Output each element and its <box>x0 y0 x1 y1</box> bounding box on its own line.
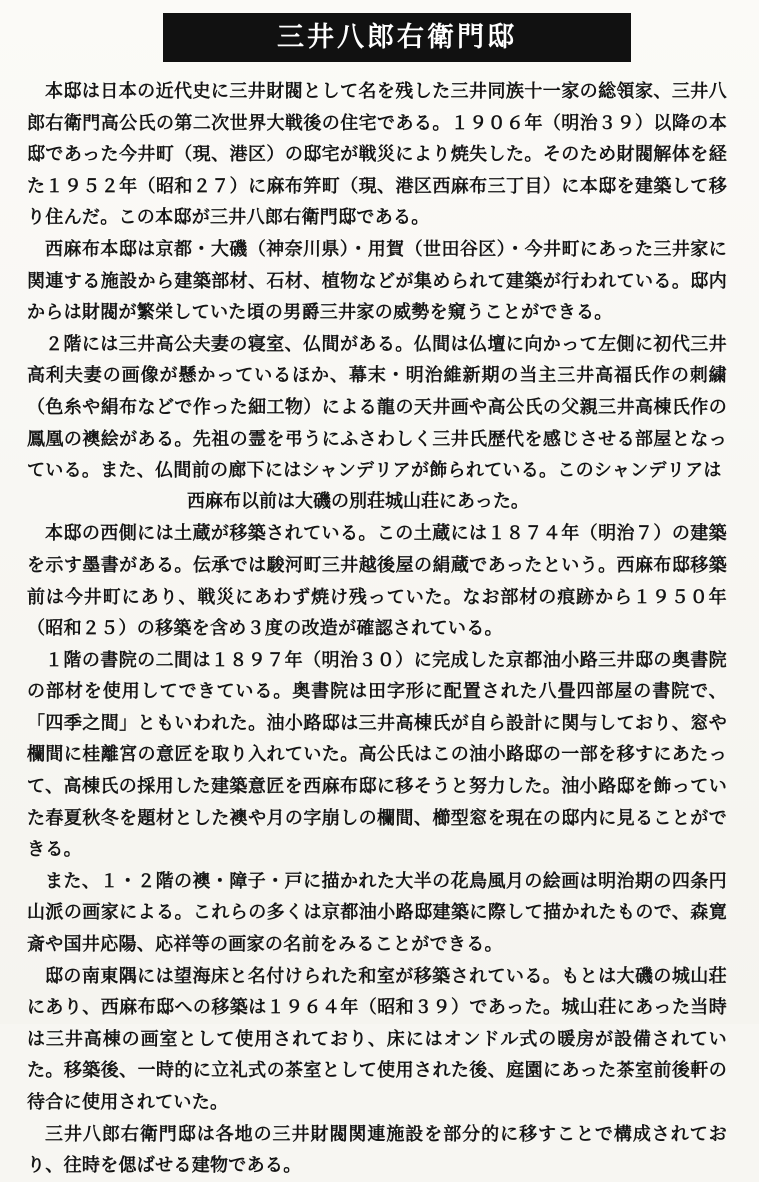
body-text <box>27 76 727 1182</box>
paragraph-storehouse: 本邸の西側には土蔵が移築されている。この土蔵には１８７４年（明治７）の建築を示す墨書がある。伝承では駿河町三井越後屋の絹蔵であったという。西麻布邸移築前は今井町にあり、戦災にあわず焼け残っていた。なお部材の痕跡から１９５０年（昭和２５）の移築を含め３度の改造が確認されている。 <box>27 523 727 640</box>
paragraph-boukaidoko: 邸の南東隅には望海床と名付けられた和室が移築されている。もとは大磯の城山荘にあり、西麻布邸への移築は１９６４年（昭和３９）であった。城山荘にあった当時は三井高棟の画室として使用されており、床にはオンドル式の暖房が設備されていた。移築後、一時的に立礼式の茶室として使用された後、庭園にあった茶室前後軒の待合に使用されていた。 <box>27 965 727 1113</box>
redacted-line <box>27 487 727 519</box>
page-title: 三井八郎右衛門邸 <box>277 22 517 53</box>
paragraph-summary: 三井八郎右衛門邸は各地の三井財閥関連施設を部分的に移すことで構成されており、往時を偲ばせる建物である。 <box>27 1123 727 1177</box>
paragraph-second-floor: ２階には三井高公夫妻の寝室、仏間がある。仏間は仏壇に向かって左側に初代三井高利夫妻の画像が懸かっているほか、幕末・明治維新期の当主三井高福氏作の刺繍（色糸や絹布などで作った細工物）による龍の天井画や高公氏の父親三井高棟氏作の鳳凰の襖絵がある。先祖の霊を弔うにふさわしく三井氏歴代を感じさせる部屋となっている。また、仏間前の廊下にはシャンデリアが飾られている。このシャンデリアは <box>27 333 727 482</box>
paragraph-chandelier-origin: 西麻布以前は大磯の別荘城山荘にあった。 <box>187 490 529 512</box>
paragraph-shoin: １階の書院の二間は１８９７年（明治３０）に完成した京都油小路三井邸の奥書院の部材を使用してできている。奥書院は田字形に配置された八畳四部屋の書院で、「四季之間」ともいわれた。油小路邸は三井高棟氏が自ら設計に関与しており、窓や欄間に桂離宮の意匠を取り入れていた。高公氏はこの油小路邸の一部を移すにあたって、高棟氏の採用した建築意匠を西麻布邸に移そうと努力した。油小路邸を飾っていた春夏秋冬を題材とした襖や月の字崩しの欄間、櫛型窓を現在の邸内に見ることができる。 <box>27 649 727 861</box>
paragraph-materials: 西麻布本邸は京都・大磯（神奈川県）・用賀（世田谷区）・今井町にあった三井家に関連する施設から建築部材、石材、植物などが集められて建築が行われている。邸内からは財閥が繁栄していた頃の男爵三井家の威勢を窺うことができる。 <box>27 238 727 324</box>
paragraph-paintings: また、１・２階の襖・障子・戸に描かれた大半の花鳥風月の絵画は明治期の四条円山派の画家による。これらの多くは京都油小路邸建築に際して描かれたもので、森寛斎や国井応陽、応祥等の画家の名前をみることができる。 <box>27 870 727 956</box>
title-banner <box>163 13 631 62</box>
paragraph-history: 本邸は日本の近代史に三井財閥として名を残した三井同族十一家の総領家、三井八郎右衛門高公氏の第二次世界大戦後の住宅である。１９０６年（明治３９）以降の本邸であった今井町（現、港区）の邸宅が戦災により焼失した。そのため財閥解体を経た１９５２年（昭和２７）に麻布笄町（現、港区西麻布三丁目）に本邸を建築して移り住んだ。この本邸が三井八郎右衛門邸である。 <box>27 81 727 229</box>
